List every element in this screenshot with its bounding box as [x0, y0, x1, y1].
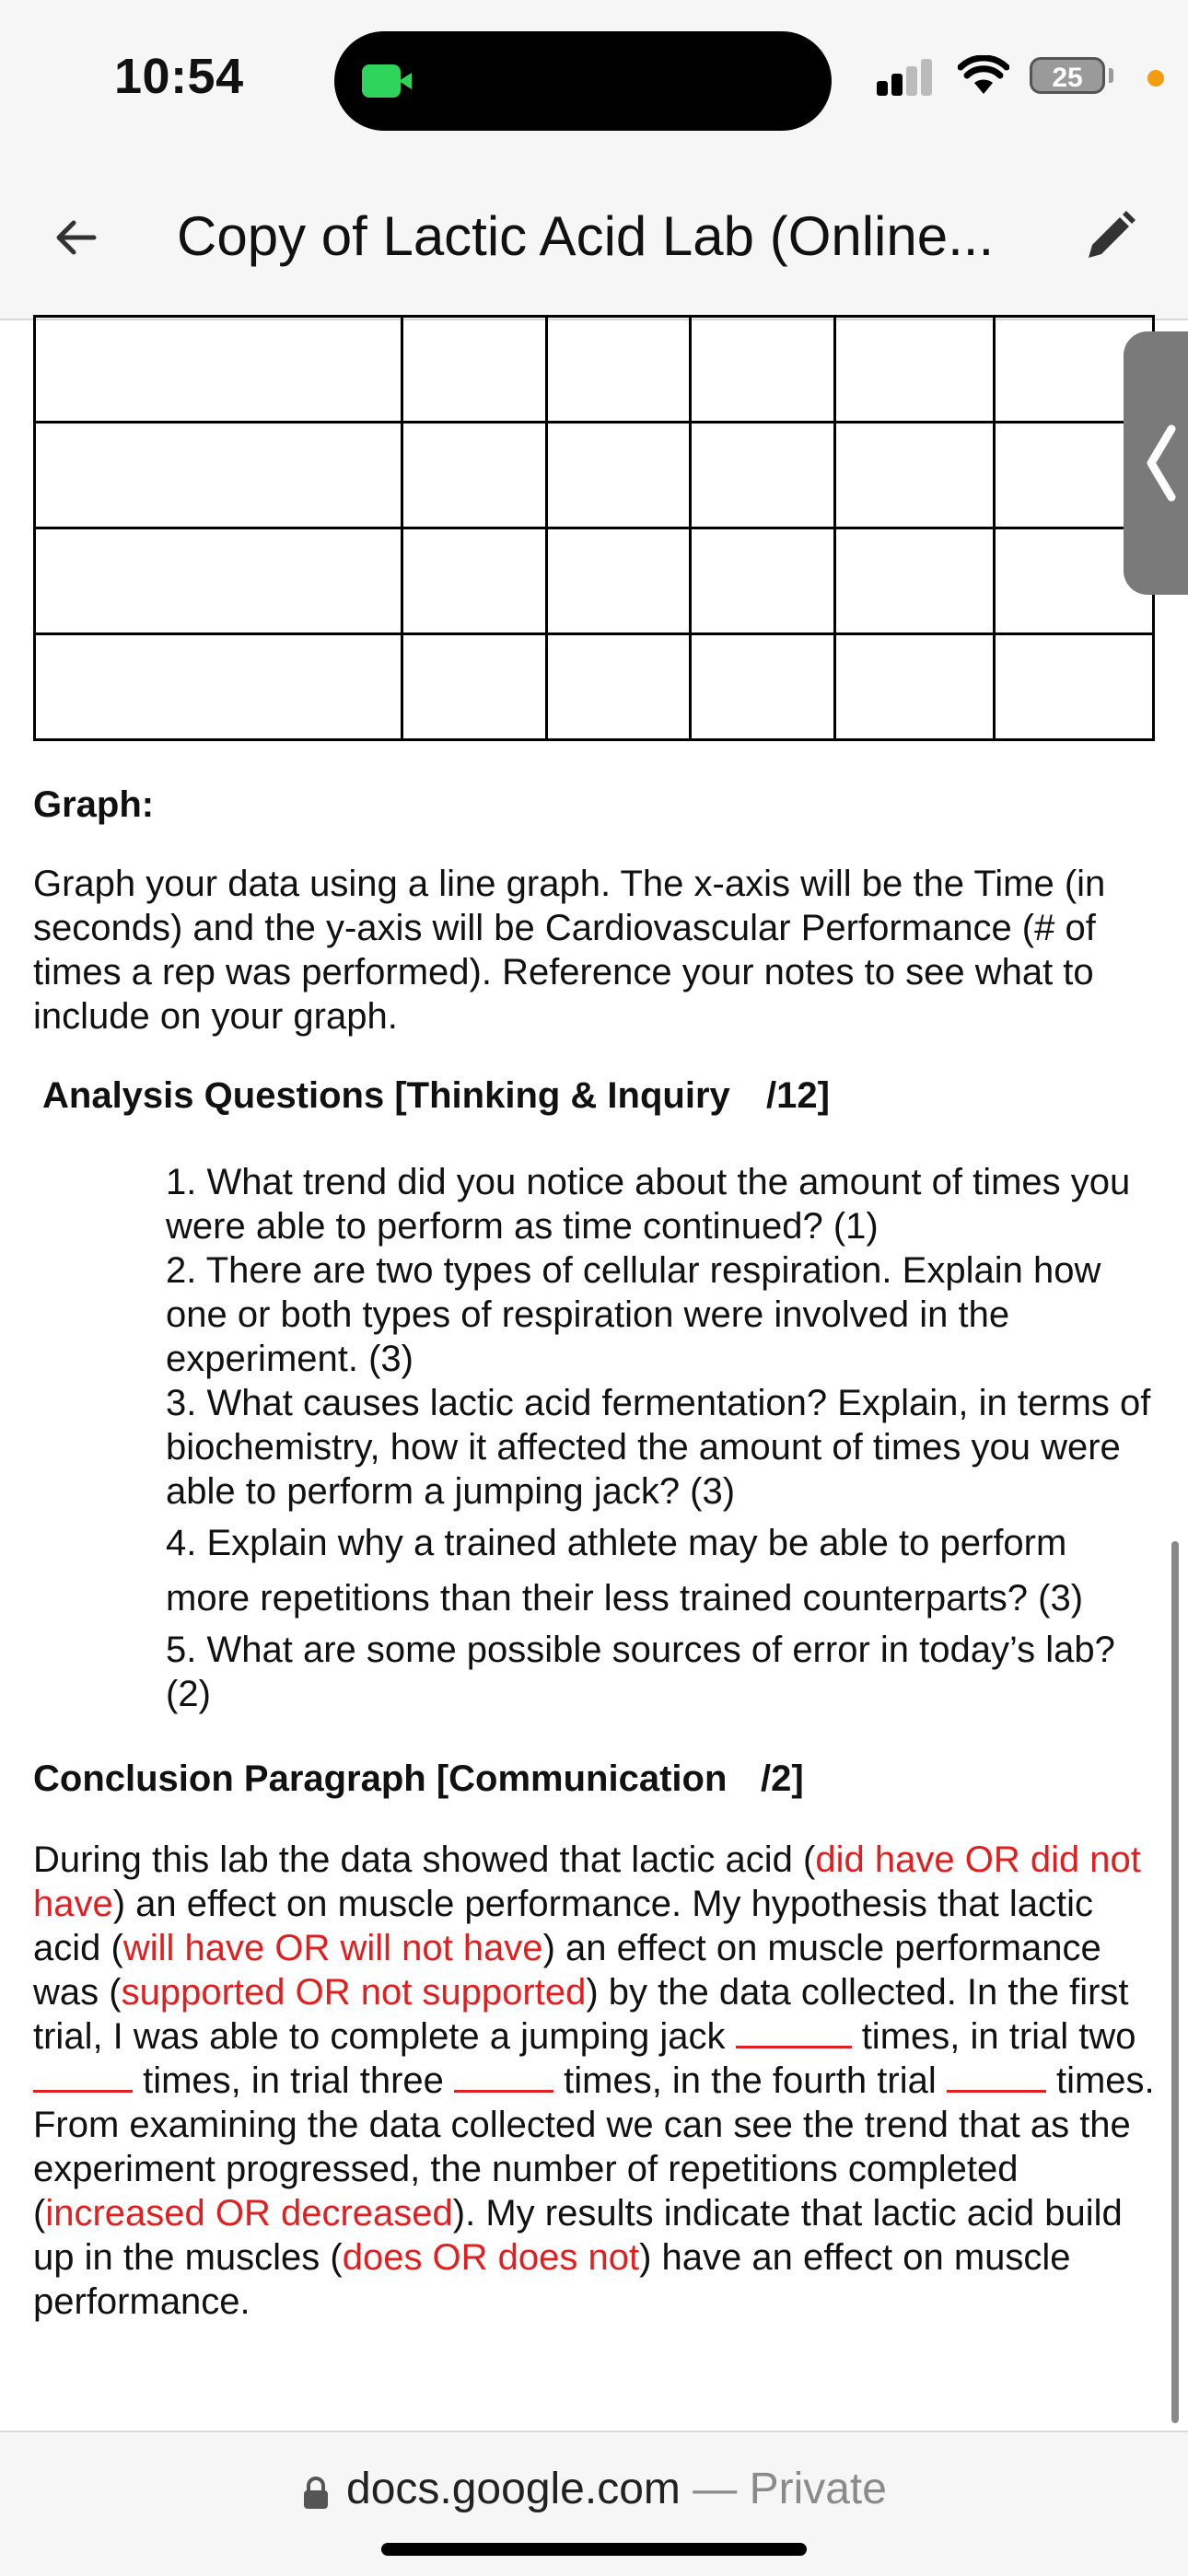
wifi-icon: [958, 55, 1009, 96]
scrollbar[interactable]: [1171, 1541, 1179, 2423]
table-row: [35, 317, 1154, 423]
question-2: 2. There are two types of cellular respiration. Explain how one or both types of respiration were involved in the experiment. (3): [166, 1250, 1101, 1379]
conclusion-paragraph: [33, 1838, 1162, 2324]
data-table: [33, 315, 1155, 741]
conclusion-text: times, in trial two: [851, 2016, 1136, 2057]
dynamic-island[interactable]: [334, 31, 832, 131]
conclusion-text: times, in the fourth trial: [553, 2060, 947, 2101]
edit-pencil-icon[interactable]: [1079, 206, 1140, 267]
choice-effect: did have OR did not have: [33, 1839, 1141, 1924]
question-5: 5. What are some possible sources of error in today’s lab? (2): [166, 1630, 1115, 1714]
choice-trend: increased OR decreased: [45, 2193, 453, 2234]
table-row: [35, 528, 1154, 634]
blank-trial-4[interactable]: [947, 2062, 1046, 2093]
question-4-line-2: more repetitions than their less trained counterparts? (3): [166, 1578, 1084, 1619]
address-bar[interactable]: [0, 2431, 1188, 2576]
conclusion-text: During this lab the data showed that lactic acid (: [33, 1839, 816, 1880]
choice-hypothesis: will have OR will not have: [122, 1928, 543, 1968]
conclusion-heading: [33, 1758, 804, 1800]
conclusion-text: ) by the data collected. In the first trial, I was able to complete a jumping jack: [33, 1972, 1129, 2057]
conclusion-text: times. From examining the data collected we can see the trend that as the experiment progressed, the number of repetitions completed (: [33, 2060, 1155, 2234]
question-4-line-1: 4. Explain why a trained athlete may be able to perform: [166, 1523, 1067, 1563]
conclusion-text: ) an effect on muscle performance was (: [33, 1928, 1101, 2013]
question-3: 3. What causes lactic acid fermentation? Explain, in terms of biochemistry, how it affected the amount of times you were able to perform a jumping jack? (3): [166, 1383, 1151, 1512]
side-panel-tab[interactable]: [1124, 331, 1188, 595]
status-bar: [0, 0, 1188, 157]
choice-supported: supported OR not supported: [121, 1972, 587, 2013]
lock-icon: [302, 2477, 330, 2510]
analysis-heading-text: Analysis Questions [Thinking & Inquiry: [42, 1075, 730, 1116]
battery-tip: [1109, 68, 1113, 83]
graph-instructions: Graph your data using a line graph. The x-axis will be the Time (in seconds) and the y-axis will be Cardiovascular Performance (# of times a rep was performed). Reference your notes to see what to include on your graph.: [33, 864, 1106, 1037]
privacy-indicator-dot: [1147, 70, 1164, 87]
url-label: [346, 2464, 887, 2514]
back-arrow-icon[interactable]: [48, 208, 107, 267]
conclusion-text: ) have an effect on muscle performance.: [33, 2237, 1071, 2322]
clock: 10:54: [114, 49, 244, 104]
conclusion-text: ). My results indicate that lactic acid build up in the muscles (: [33, 2193, 1123, 2278]
battery-icon: 25: [1030, 57, 1105, 94]
blank-trial-1[interactable]: [736, 2018, 852, 2048]
chevron-left-icon: [1142, 422, 1179, 505]
table-row: [35, 423, 1154, 528]
home-indicator[interactable]: [381, 2543, 807, 2556]
privacy-label: Private: [749, 2465, 887, 2513]
conclusion-text: ) an effect on muscle performance. My hypothesis that lactic acid (: [33, 1884, 1093, 1968]
choice-effect-result: does OR does not: [342, 2237, 640, 2278]
conclusion-text: times, in trial three: [133, 2060, 455, 2101]
url-domain: docs.google.com: [346, 2465, 681, 2513]
question-1: 1. What trend did you notice about the amount of times you were able to perform as time continued? (1): [166, 1162, 1131, 1247]
cellular-signal-icon: [877, 57, 936, 96]
document-content[interactable]: [0, 320, 1188, 2431]
conclusion-heading-text: Conclusion Paragraph [Communication: [33, 1758, 728, 1799]
analysis-heading: [42, 1075, 830, 1117]
table-row: [35, 634, 1154, 740]
conclusion-marks: /2]: [761, 1758, 804, 1799]
analysis-marks: /12]: [766, 1075, 830, 1116]
document-title: Copy of Lactic Acid Lab (Online...: [177, 205, 995, 267]
facetime-camera-icon: [362, 64, 401, 98]
url-separator: —: [680, 2465, 750, 2513]
blank-trial-2[interactable]: [33, 2062, 133, 2093]
blank-trial-3[interactable]: [454, 2062, 553, 2093]
graph-heading: Graph:: [33, 784, 155, 825]
app-bar: [0, 157, 1188, 320]
